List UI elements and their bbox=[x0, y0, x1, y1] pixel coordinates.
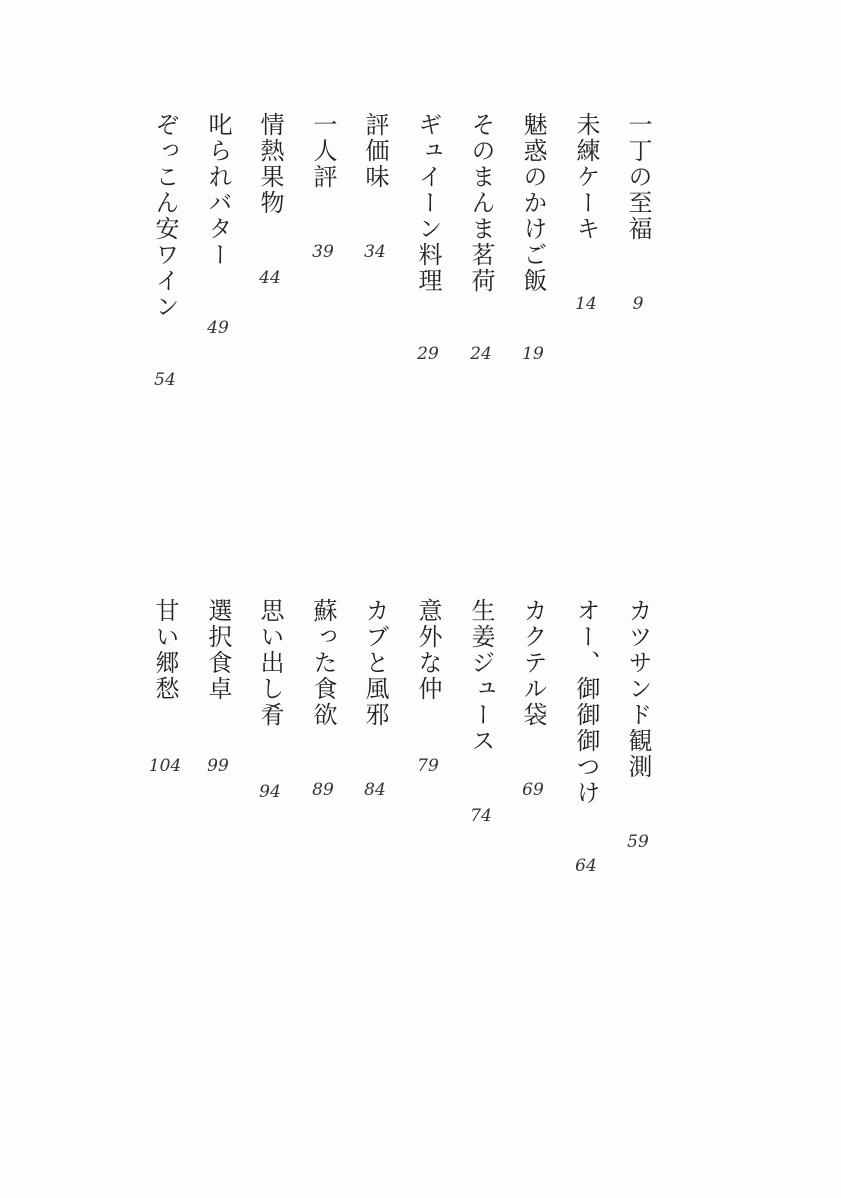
toc-entry-title: 甘い郷愁 bbox=[151, 598, 179, 702]
toc-entry-page-number: 44 bbox=[259, 268, 281, 288]
toc-entry-title: 一丁の至福 bbox=[624, 112, 652, 242]
toc-entry-title: 選択食卓 bbox=[204, 598, 232, 702]
toc-entry-page-number: 79 bbox=[417, 756, 439, 776]
toc-entry bbox=[513, 112, 553, 364]
toc-entry-page-number: 84 bbox=[364, 780, 386, 800]
toc-entry-title: 一人評 bbox=[309, 112, 337, 190]
toc-entry-title: 未練ケーキ bbox=[572, 112, 600, 242]
toc-entry-page-number: 94 bbox=[259, 782, 281, 802]
toc-entry bbox=[618, 598, 658, 852]
toc-entry-title: 情熱果物 bbox=[256, 112, 284, 216]
toc-entry-title: 魅惑のかけご飯 bbox=[519, 112, 547, 294]
toc-entry-page-number: 69 bbox=[522, 780, 544, 800]
toc-entry bbox=[355, 598, 395, 800]
toc-entry-page-number: 104 bbox=[148, 756, 182, 776]
toc-entry bbox=[461, 598, 501, 826]
toc-entry-title: 評価味 bbox=[361, 112, 389, 190]
toc-entry bbox=[303, 112, 343, 262]
toc-entry-page-number: 29 bbox=[417, 344, 439, 364]
toc-entry bbox=[566, 112, 606, 314]
toc-entry-page-number: 74 bbox=[470, 806, 492, 826]
toc-entry bbox=[355, 112, 395, 262]
toc-entry-title: 叱られバター bbox=[204, 112, 232, 268]
toc-entry-page-number: 54 bbox=[154, 370, 176, 390]
toc-entry-page-number: 19 bbox=[522, 344, 544, 364]
toc-entry-page-number: 9 bbox=[632, 294, 644, 314]
toc-entry bbox=[408, 112, 448, 364]
toc-entry-page-number: 39 bbox=[312, 242, 334, 262]
toc-entry bbox=[198, 598, 238, 776]
toc-entry-title: そのまんま茗荷 bbox=[467, 112, 495, 294]
toc-entry-title: カツサンド観測 bbox=[624, 598, 652, 780]
toc-entry bbox=[303, 598, 343, 800]
toc-entry-page-number: 64 bbox=[575, 856, 597, 876]
toc-entry bbox=[566, 598, 606, 876]
toc-entry-page-number: 14 bbox=[575, 294, 597, 314]
toc-entry-page-number: 89 bbox=[312, 780, 334, 800]
toc-entry-title: 意外な仲 bbox=[414, 598, 442, 702]
toc-entry-title: ギュイーン料理 bbox=[414, 112, 442, 294]
toc-entry bbox=[513, 598, 553, 800]
toc-entry bbox=[618, 112, 658, 314]
toc-entry-title: ぞっこん安ワイン bbox=[151, 112, 179, 320]
toc-entry-title: オー、御御御つけ bbox=[572, 598, 600, 806]
toc-entry-title: 思い出し肴 bbox=[256, 598, 284, 728]
toc-entry bbox=[145, 112, 185, 390]
toc-entry bbox=[408, 598, 448, 776]
toc-entry-page-number: 49 bbox=[207, 318, 229, 338]
toc-entry-page-number: 99 bbox=[207, 756, 229, 776]
toc-entry bbox=[250, 598, 290, 802]
toc-entry bbox=[198, 112, 238, 338]
toc-entry-title: 蘇った食欲 bbox=[309, 598, 337, 728]
toc-entry-title: カブと風邪 bbox=[361, 598, 389, 728]
toc-entry bbox=[145, 598, 185, 776]
toc-entry-page-number: 34 bbox=[364, 242, 386, 262]
toc-entry-page-number: 59 bbox=[627, 832, 649, 852]
toc-entry-title: 生姜ジュース bbox=[467, 598, 495, 754]
toc-entry-page-number: 24 bbox=[470, 344, 492, 364]
toc-entry bbox=[461, 112, 501, 364]
toc-entry bbox=[250, 112, 290, 288]
toc-entry-title: カクテル袋 bbox=[519, 598, 547, 728]
